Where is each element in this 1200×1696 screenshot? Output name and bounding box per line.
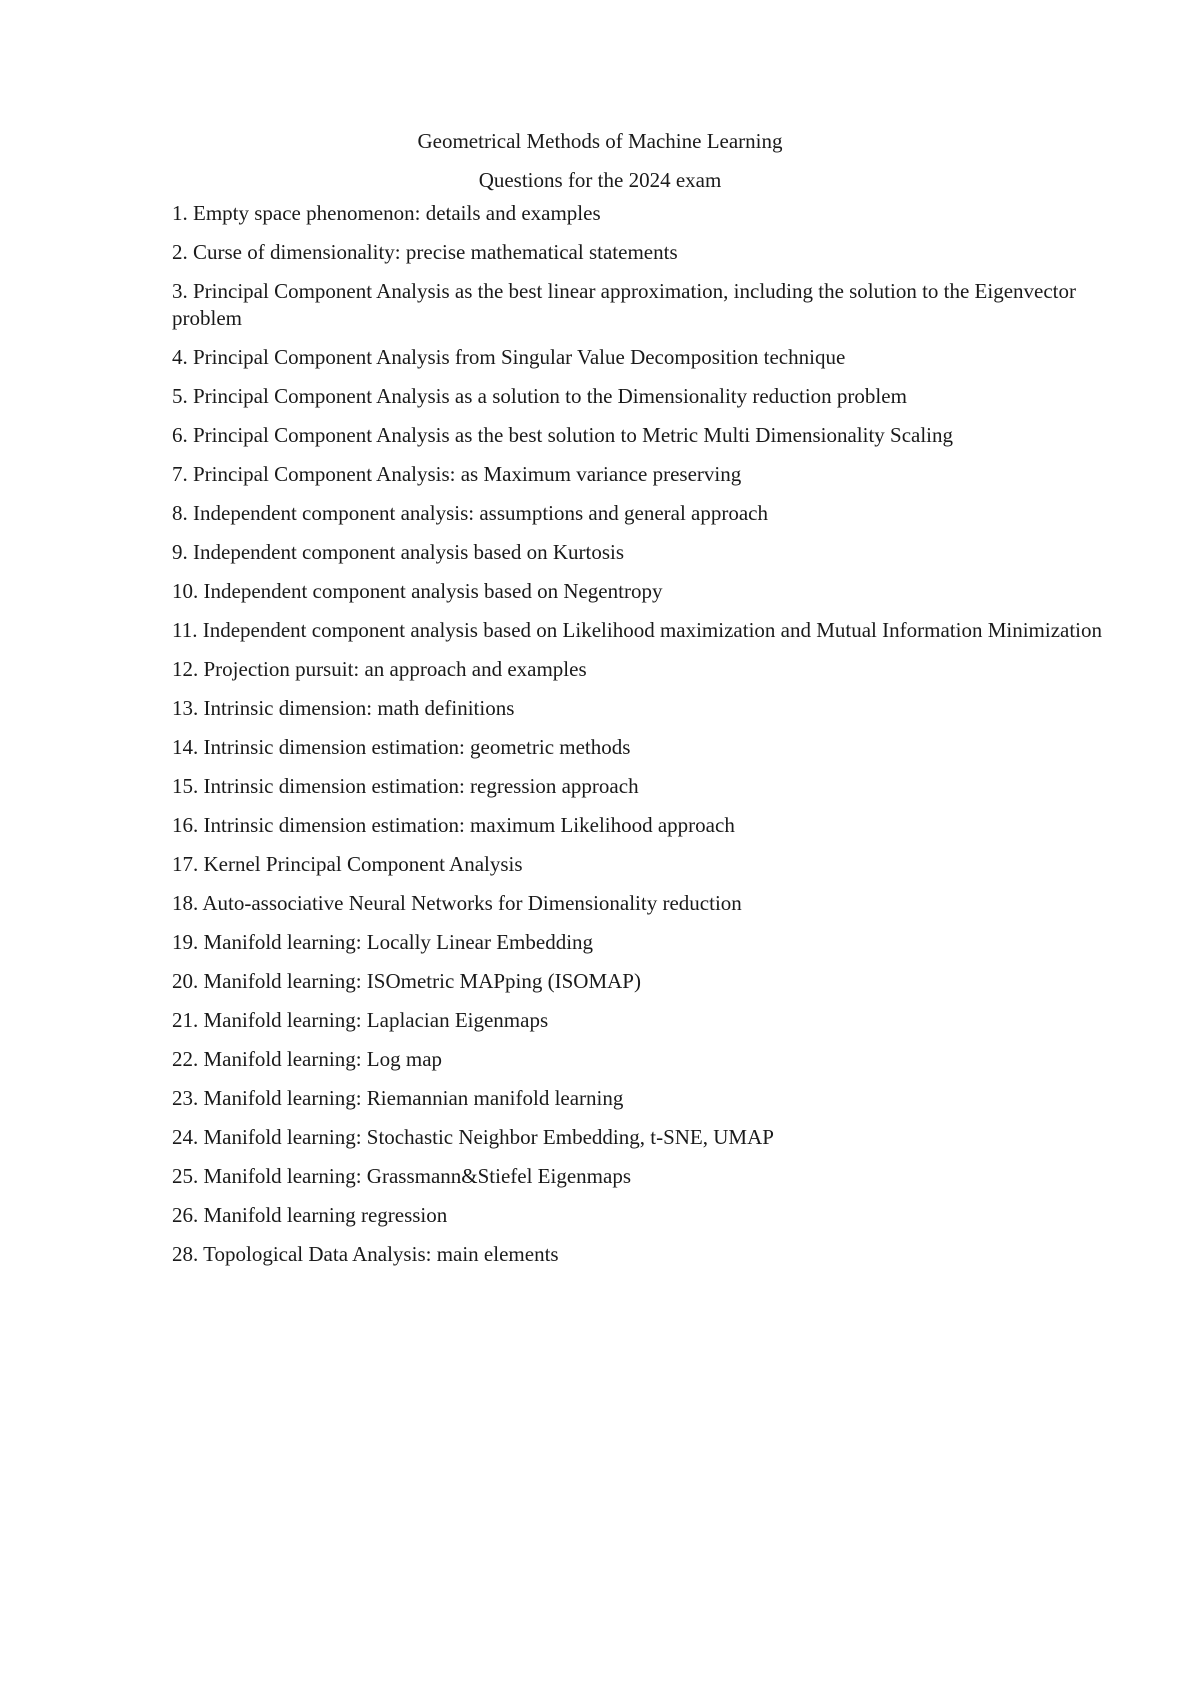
- question-item: 8. Independent component analysis: assumptions and general approach: [172, 501, 768, 525]
- question-item: 28. Topological Data Analysis: main elements: [172, 1242, 559, 1266]
- document-subtitle: Questions for the 2024 exam: [478, 168, 722, 192]
- question-item: 17. Kernel Principal Component Analysis: [172, 852, 523, 876]
- question-item: 2. Curse of dimensionality: precise mathematical statements: [172, 240, 678, 264]
- question-item: 13. Intrinsic dimension: math definitions: [172, 696, 515, 720]
- question-item: 3. Principal Component Analysis as the best linear approximation, including the solution to the Eigenvector problem: [172, 279, 1077, 330]
- title-block: [0, 122, 1200, 200]
- question-item: 11. Independent component analysis based on Likelihood maximization and Mutual Information Minimization: [172, 618, 1103, 642]
- question-list: [172, 200, 1132, 1280]
- question-item: 26. Manifold learning regression: [172, 1203, 448, 1227]
- question-item: 14. Intrinsic dimension estimation: geometric methods: [172, 735, 631, 759]
- question-item: 4. Principal Component Analysis from Singular Value Decomposition technique: [172, 345, 846, 369]
- question-item: 15. Intrinsic dimension estimation: regression approach: [172, 774, 639, 798]
- question-item: 18. Auto-associative Neural Networks for Dimensionality reduction: [172, 891, 742, 915]
- question-item: 25. Manifold learning: Grassmann&Stiefel Eigenmaps: [172, 1164, 631, 1188]
- question-item: 22. Manifold learning: Log map: [172, 1047, 443, 1071]
- question-item: 7. Principal Component Analysis: as Maximum variance preserving: [172, 462, 742, 486]
- question-item: 5. Principal Component Analysis as a solution to the Dimensionality reduction problem: [172, 384, 907, 408]
- question-item: 1. Empty space phenomenon: details and examples: [172, 201, 601, 225]
- question-item: 20. Manifold learning: ISOmetric MAPping (ISOMAP): [172, 969, 641, 993]
- question-item: 9. Independent component analysis based on Kurtosis: [172, 540, 624, 564]
- question-item: 10. Independent component analysis based on Negentropy: [172, 579, 663, 603]
- question-item: 23. Manifold learning: Riemannian manifold learning: [172, 1086, 624, 1110]
- question-item: 12. Projection pursuit: an approach and examples: [172, 657, 587, 681]
- question-item: 6. Principal Component Analysis as the best solution to Metric Multi Dimensionality Scaling: [172, 423, 954, 447]
- question-item: 16. Intrinsic dimension estimation: maximum Likelihood approach: [172, 813, 735, 837]
- question-item: 24. Manifold learning: Stochastic Neighbor Embedding, t-SNE, UMAP: [172, 1125, 774, 1149]
- document-title: Geometrical Methods of Machine Learning: [417, 129, 783, 153]
- question-item: 21. Manifold learning: Laplacian Eigenmaps: [172, 1008, 549, 1032]
- question-item: 19. Manifold learning: Locally Linear Embedding: [172, 930, 594, 954]
